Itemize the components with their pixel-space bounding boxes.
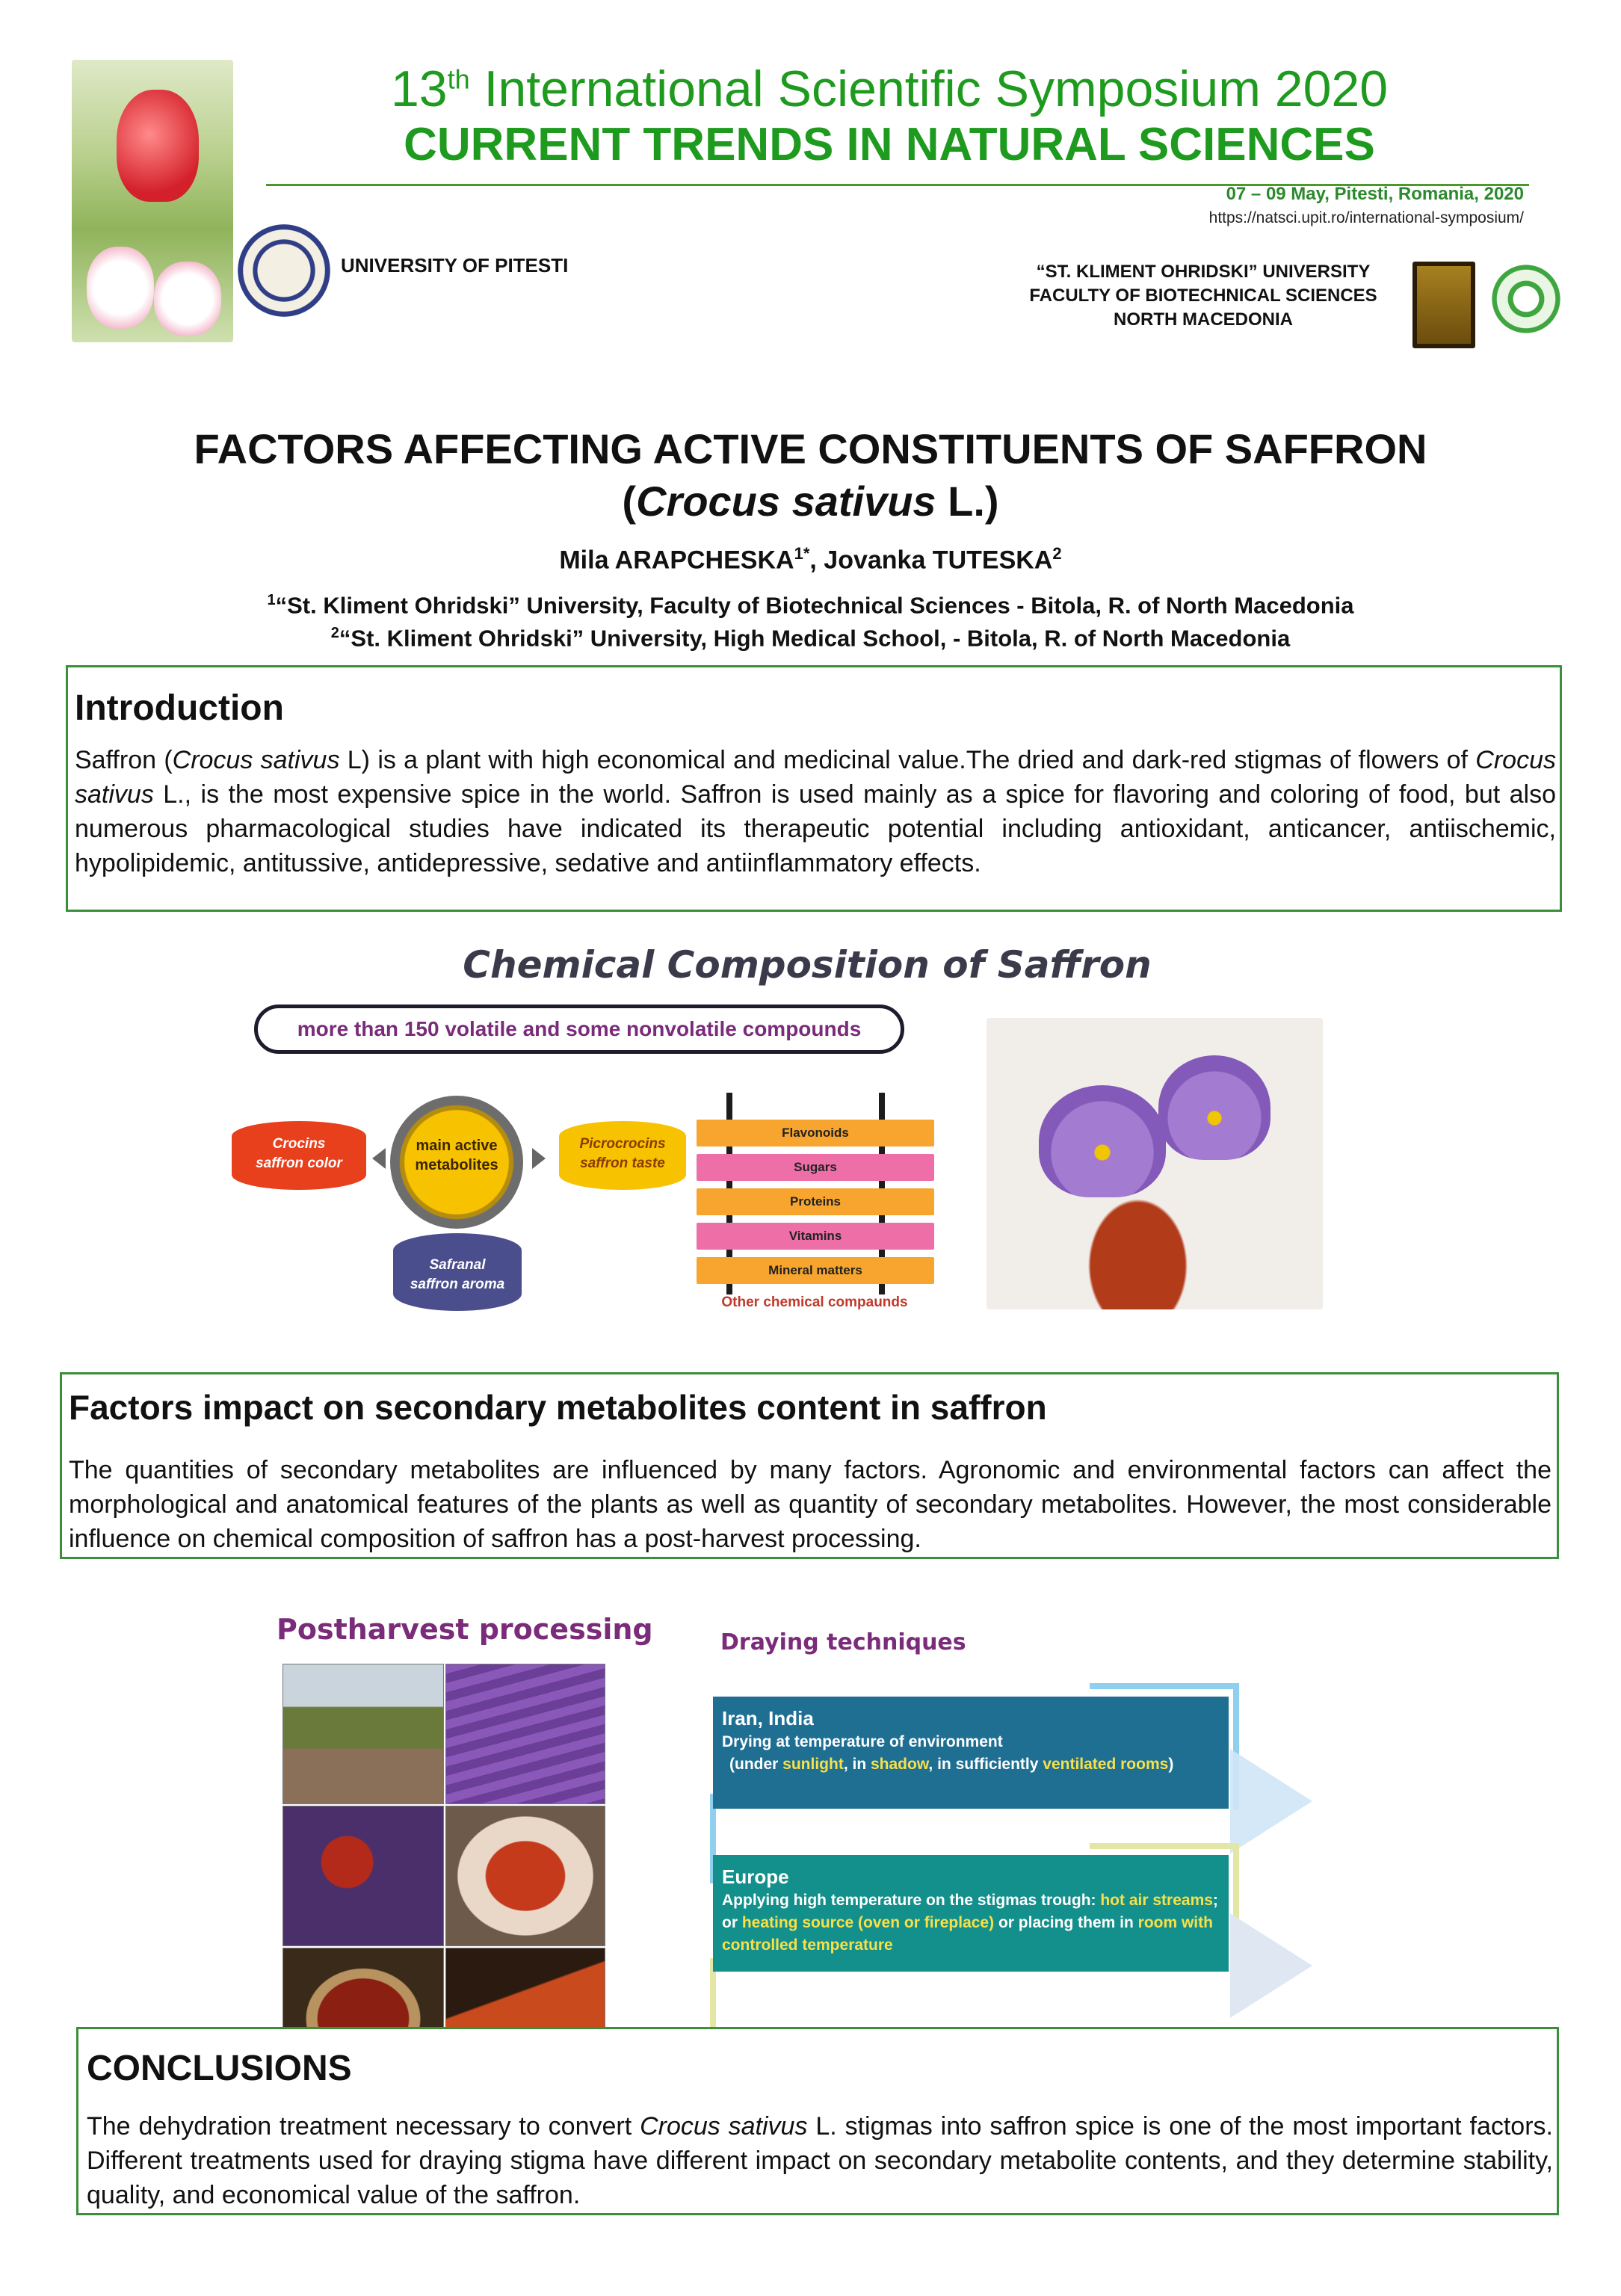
conference-date: 07 – 09 May, Pitesti, Romania, 2020 [1226,184,1524,204]
affiliation-2: $^2$“St. Kliment Ohridski” University, High Medical School, - Bitola, R. of North Macedonia [330,625,1291,652]
conference-title: CURRENT TRENDS IN NATURAL SCIENCES [404,119,1375,170]
other-compounds-label: Other chemical compaunds [721,1294,908,1310]
introduction-heading: Introduction [75,688,284,728]
conference-url[interactable]: https://natsci.upit.ro/international-symposium/ [1208,209,1524,226]
introduction-text: Saffron (Crocus sativus L) is a plant with high economical and medicinal value.The dried and dark-red stigmas of flowers of Crocus sativus L., is the most expensive spice in the world. Saffron is used mainly as a spice for flavoring and coloring of food, but also numerous pharmacological studies have indicated its therapeutic potential including antioxidant, anticancer, antiischemic, hypolipidemic, antitussive, antidepressive, sedative and antiinflammatory effects. [75,746,1556,877]
drying-box-europe: Europe Applying high temperature on the stigmas trough: hot air streams; or heating source (oven or fireplace) or placing them in room with controlled temperature [713,1855,1229,1972]
rack-item-vitamins: Vitamins [697,1223,934,1250]
conclusions-heading: CONCLUSIONS [87,2049,352,2088]
postharvest-title: Postharvest processing [277,1613,653,1646]
box2-arrow-icon [1230,1913,1312,2018]
biotechnical-faculty-logo [1489,262,1563,336]
rack-item-sugars: Sugars [697,1154,934,1181]
affiliation-1: $^1$“St. Kliment Ohridski” University, Faculty of Biotechnical Sciences - Bitola, R. of North Macedonia [267,592,1354,619]
box1-arrow-icon [1230,1749,1402,1854]
paper-title: FACTORS AFFECTING ACTIVE CONSTITUENTS OF SAFFRON (Crocus sativus L.) [194,425,1427,525]
factors-heading: Factors impact on secondary metabolites content in saffron [69,1388,1047,1427]
compounds-pill: more than 150 volatile and some nonvolatile compounds [254,1004,904,1054]
arrow-right-icon [532,1148,546,1169]
rack-item-mineral-matters: Mineral matters [697,1257,934,1284]
stigmas-on-tray-photo [445,1806,605,1946]
drying-box-iran-india: Iran, India Drying at temperature of environment (under sunlight, in shadow, in sufficiently ventilated rooms) [713,1697,1229,1809]
left-university-name: UNIVERSITY OF PITESTI [341,254,569,277]
university-of-pitesti-seal [238,224,330,317]
tulip-photo [72,60,233,342]
main-metabolites-disc: main active metabolites [390,1096,523,1229]
saffron-flower-photo [987,1018,1323,1309]
right-university-name: “ST. KLIMENT OHRIDSKI” UNIVERSITY FACULTY OF BIOTECHNICAL SCIENCES NORTH MACEDONIA [1029,262,1377,330]
rack-item-proteins: Proteins [697,1188,934,1215]
rack-item-flavonoids: Flavonoids [697,1120,934,1147]
factors-text: The quantities of secondary metabolites are influenced by many factors. Agronomic and environmental factors can affect the morphological and anatomical features of the plants as well as quantity of secondary metabolites. However, the most considerable influence on chemical composition of saffron has a post-harvest processing. [69,1456,1551,1553]
saffron-field-photo [282,1664,444,1804]
saffron-flowers-photo [445,1664,605,1804]
symposium-title: 13th International Scientific Symposium 2020 [390,61,1389,117]
chemical-composition-title: Chemical Composition of Saffron [463,943,1152,987]
drying-techniques-title: Draying techniques [720,1629,966,1655]
arrow-left-icon [372,1148,386,1169]
safranal-cylinder: Safranal saffron aroma [393,1233,522,1311]
crocins-cylinder: Crocins saffron color [232,1121,366,1190]
authors: Mila $ARAPCHESKA^{1*}$, Jovanka TUTESKA$^2$ [559,544,1062,575]
picrocrocins-cylinder: Picrocrocins saffron taste [559,1121,686,1190]
kliment-ohridski-logo [1412,262,1475,348]
stigma-separation-photo [282,1806,444,1946]
conclusions-text: The dehydration treatment necessary to convert Crocus sativus L. stigmas into saffron spice is one of the most important factors. Different treatments used for draying stigma have different impact on secondary metabolite contents, and they determine stability, quality, and economical value of the saffron. [87,2112,1553,2209]
